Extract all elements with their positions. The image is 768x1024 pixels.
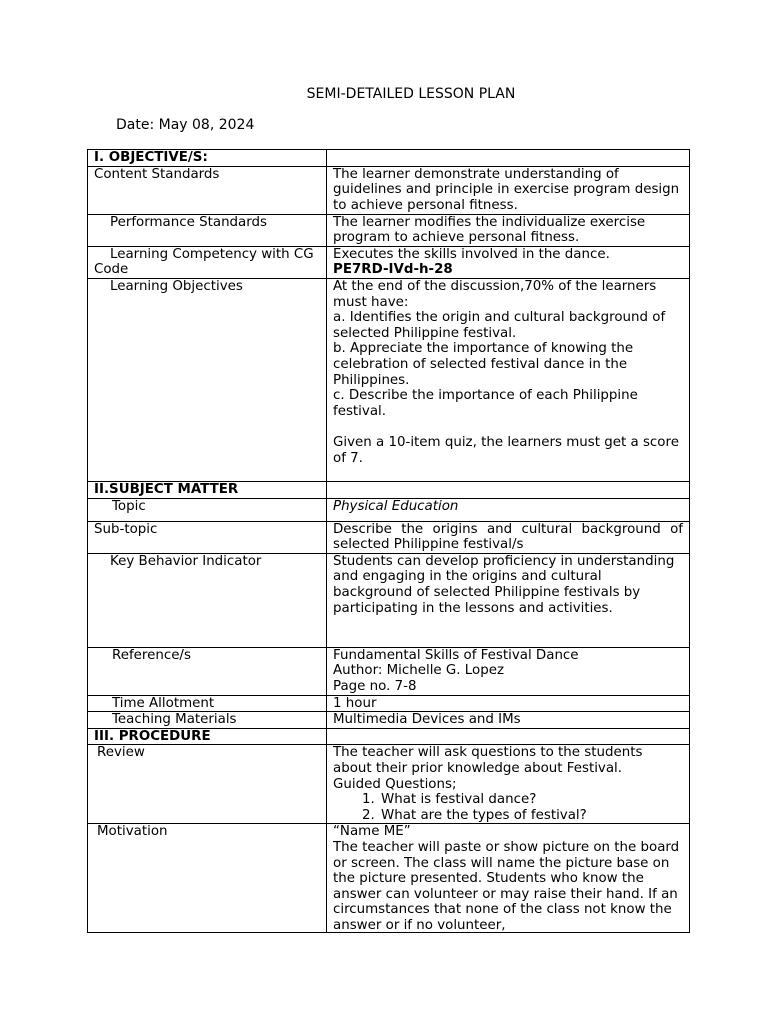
reference-label: Reference/s [112, 647, 191, 663]
performance-standards-label: Performance Standards [110, 214, 268, 230]
table-row [88, 246, 690, 278]
section-heading-objectives: I. OBJECTIVE/S: [88, 150, 327, 167]
empty-cell [327, 728, 690, 745]
objective-b: b. Appreciate the importance of knowing the celebration of selected festival dance in the Philippines. [333, 341, 634, 388]
kbi-label: Key Behavior Indicator [110, 553, 262, 569]
review-text: The teacher will ask questions to the students about their prior knowledge about Festival. [333, 745, 643, 776]
empty-cell [327, 150, 690, 167]
topic-cell [88, 498, 327, 521]
learning-objectives-label: Learning Objectives [110, 278, 243, 294]
materials-text: Multimedia Devices and IMs [327, 712, 690, 729]
competency-text: Executes the skills involved in the dance. [333, 246, 610, 262]
subtopic-text: Describe the origins and cultural background of selected Philippine festival/s [327, 521, 690, 553]
learning-objectives-content [327, 278, 690, 481]
review-cell [88, 745, 327, 824]
table-row [88, 166, 690, 214]
time-label: Time Allotment [112, 695, 215, 711]
table-row [88, 498, 690, 521]
learning-objectives-cell [88, 278, 327, 481]
table-row [88, 712, 690, 729]
materials-cell [88, 712, 327, 729]
content-standards-text: The learner demonstrate understanding of guidelines and principle in exercise program design to achieve personal fitness. [327, 166, 690, 214]
lesson-plan-table [87, 149, 690, 933]
motivation-content [327, 824, 690, 933]
lesson-date: Date: May 08, 2024 [116, 117, 255, 133]
list-item: 2. What are the types of festival? [379, 808, 683, 824]
guided-questions-label: Guided Questions; [333, 776, 457, 792]
topic-label: Topic [112, 498, 146, 514]
table-row [88, 745, 690, 824]
reference-author: Author: Michelle G. Lopez [333, 663, 504, 679]
reference-content [327, 647, 690, 695]
objectives-intro: At the end of the discussion,70% of the learners must have: [333, 278, 657, 310]
table-row [88, 728, 690, 745]
motivation-text: The teacher will paste or show picture on the board or screen. The class will name the picture base on the picture presented. Students who know the answer can volunteer or may raise their hand. If an circumstances that none of the class not know the answer or if no volunteer, [333, 839, 680, 933]
kbi-cell [88, 553, 327, 647]
table-row [88, 521, 690, 553]
competency-label: Learning Competency with CG Code [88, 246, 327, 278]
table-row [88, 824, 690, 933]
motivation-cell [88, 824, 327, 933]
performance-standards-text: The learner modifies the individualize exercise program to achieve personal fitness. [327, 214, 690, 246]
section-heading-procedure: III. PROCEDURE [88, 728, 327, 745]
table-row [88, 214, 690, 246]
competency-code: PE7RD-IVd-h-28 [333, 262, 453, 278]
materials-label: Teaching Materials [112, 712, 237, 728]
motivation-label: Motivation [97, 824, 168, 840]
review-label: Review [97, 745, 145, 761]
review-content [327, 745, 690, 824]
document-title: SEMI-DETAILED LESSON PLAN [306, 86, 516, 102]
objective-quiz: Given a 10-item quiz, the learners must get a score of 7. [333, 434, 679, 466]
content-standards-label: Content Standards [88, 166, 327, 214]
table-row [88, 695, 690, 712]
time-cell [88, 695, 327, 712]
reference-title: Fundamental Skills of Festival Dance [333, 647, 579, 663]
objective-c: c. Describe the importance of each Philippine festival. [333, 388, 638, 419]
reference-cell [88, 647, 327, 695]
table-row [88, 481, 690, 498]
kbi-text: Students can develop proficiency in understanding and engaging in the origins and cultural background of selected Philippine festivals by participating in the lessons and activities. [327, 553, 690, 647]
subtopic-label: Sub-topic [88, 521, 327, 553]
table-row [88, 647, 690, 695]
list-item: 1. What is festival dance? [379, 792, 683, 808]
guided-questions-list [333, 792, 683, 823]
table-row [88, 150, 690, 167]
table-row [88, 278, 690, 481]
motivation-clip [333, 824, 683, 932]
empty-cell [327, 481, 690, 498]
objective-a: a. Identifies the origin and cultural background of selected Philippine festival. [333, 310, 666, 341]
table-row [88, 553, 690, 647]
reference-page: Page no. 7-8 [333, 678, 417, 694]
section-heading-subject-matter: II.SUBJECT MATTER [88, 481, 327, 498]
topic-text: Physical Education [327, 498, 690, 521]
performance-standards-cell [88, 214, 327, 246]
motivation-title: “Name ME” [333, 824, 411, 840]
time-text: 1 hour [327, 695, 690, 712]
competency-cell [327, 246, 690, 278]
